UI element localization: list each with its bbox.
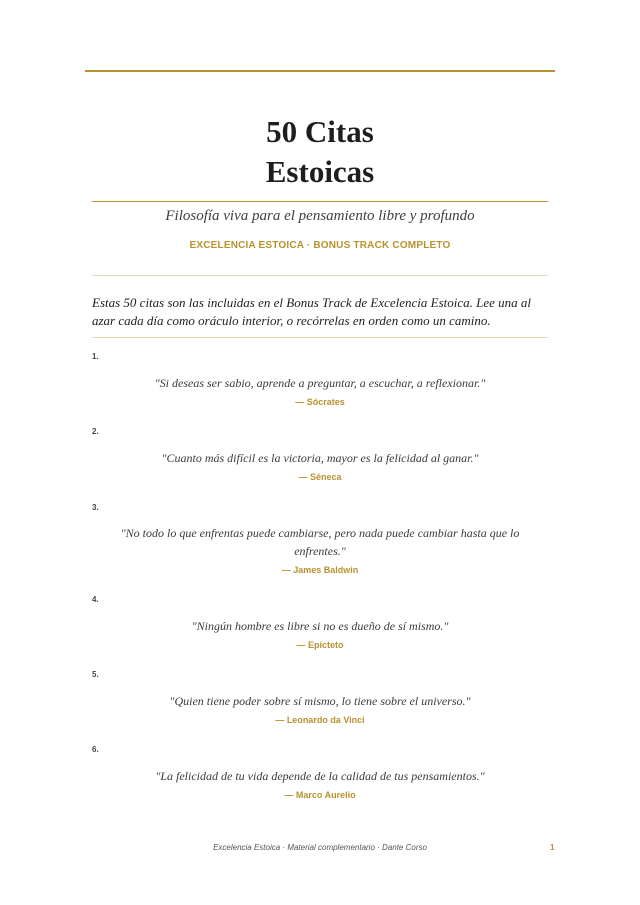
quote-number: 1. bbox=[92, 352, 99, 361]
quote-text: "Quien tiene poder sobre sí mismo, lo tiene sobre el universo." bbox=[169, 694, 471, 708]
title-divider bbox=[92, 201, 548, 202]
tagline: EXCELENCIA ESTOICA · BONUS TRACK COMPLETO bbox=[189, 240, 451, 251]
quote-number: 2. bbox=[92, 427, 99, 436]
quote-number: 5. bbox=[92, 670, 99, 679]
quote-author: — Marco Aurelio bbox=[284, 790, 356, 800]
quote-text: "Ningún hombre es libre si no es dueño de sí mismo." bbox=[191, 619, 449, 633]
quote-author: — Leonardo da Vinci bbox=[275, 715, 365, 725]
quote-number: 6. bbox=[92, 745, 99, 754]
quote-text: "Si deseas ser sabio, aprende a preguntar, a escuchar, a reflexionar." bbox=[154, 376, 486, 390]
quote-text: "La felicidad de tu vida depende de la calidad de tus pensamientos." bbox=[155, 769, 485, 783]
intro-bottom-divider bbox=[92, 337, 548, 338]
quote-author: — James Baldwin bbox=[281, 565, 359, 575]
intro-paragraph: Estas 50 citas son las incluidas en el Bonus Track de Excelencia Estoica. Lee una al azar cada día como oráculo interior, o recórrelas en orden como un camino. bbox=[92, 295, 532, 328]
quote-author: — Séneca bbox=[298, 472, 342, 482]
quote-number: 3. bbox=[92, 503, 99, 512]
quote-text: "No todo lo que enfrentas puede cambiarse, pero nada puede cambiar hasta que lo enfrentes." bbox=[120, 526, 520, 558]
quote-text: "Cuanto más difícil es la victoria, mayor es la felicidad al ganar." bbox=[161, 451, 479, 465]
top-divider bbox=[85, 70, 555, 72]
page-footer: Excelencia Estoica · Material complementario · Dante Corso bbox=[213, 843, 427, 852]
page-title-line-1: 50 Citas bbox=[266, 114, 374, 149]
page-number: 1 bbox=[550, 843, 555, 852]
intro-top-divider bbox=[92, 275, 548, 276]
quote-number: 4. bbox=[92, 595, 99, 604]
quote-author: — Sócrates bbox=[295, 397, 345, 407]
page-title-line-2: Estoicas bbox=[265, 154, 375, 189]
quote-author: — Epicteto bbox=[296, 640, 344, 650]
subtitle: Filosofía viva para el pensamiento libre y profundo bbox=[165, 208, 475, 224]
